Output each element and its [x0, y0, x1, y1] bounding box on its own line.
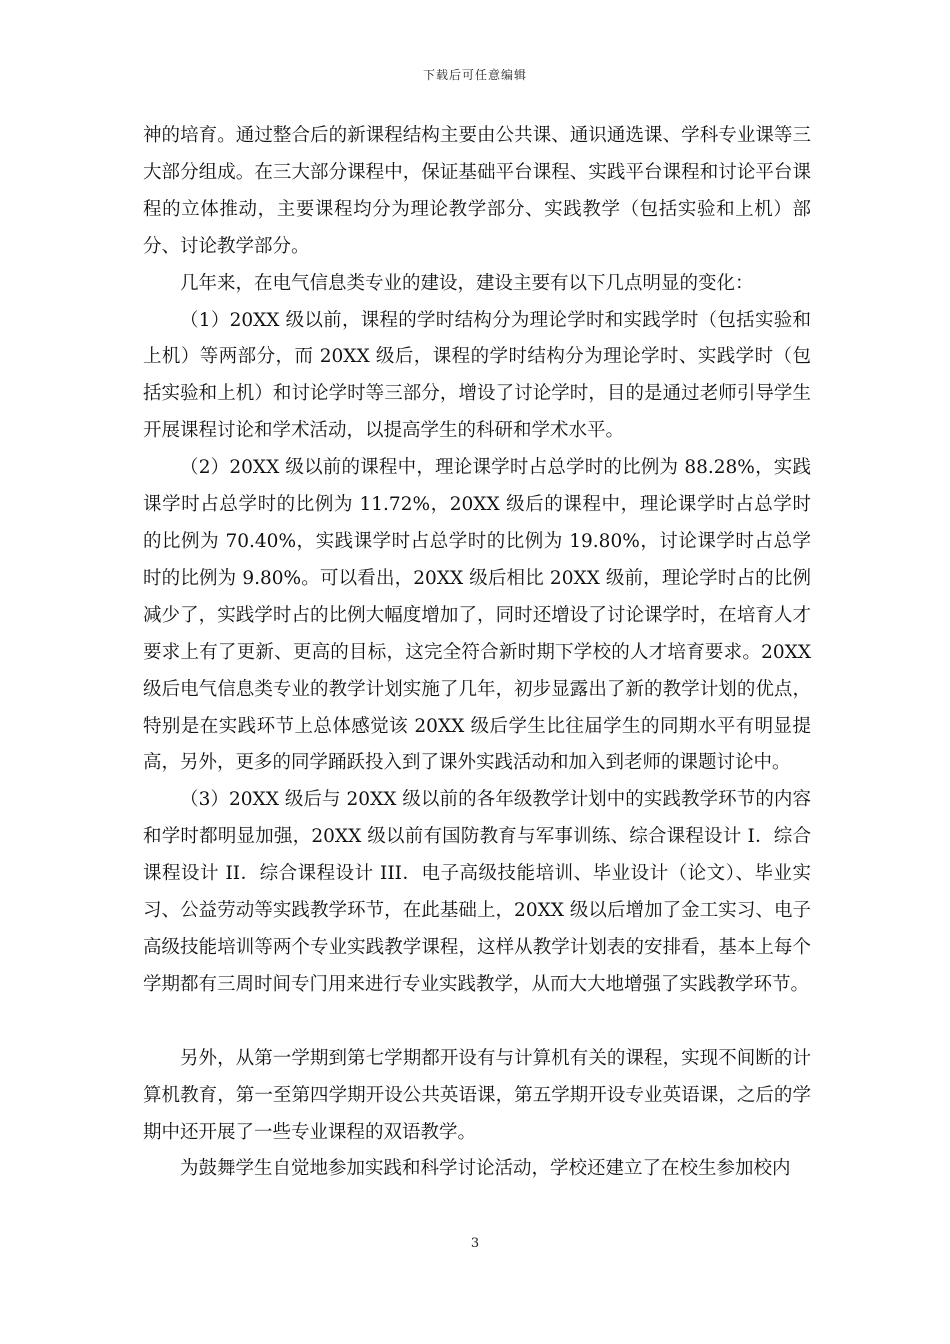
paragraph-continuation: 神的培育。通过整合后的新课程结构主要由公共课、通识通选课、学科专业课等三大部分组成。在三大部分课程中，保证基础平台课程、实践平台课程和讨论平台课程的立体推动，主要课程均分为理论教学部分、实践教学（包括实验和上机）部分、讨论教学部分。 [143, 125, 811, 257]
paragraph-computer-english: 另外，从第一学期到第七学期都开设有与计算机有关的课程，实现不间断的计算机教育，第一至第四学期开设公共英语课，第五学期开设专业英语课，之后的学期中还开展了一些专业课程的双语教学。 [143, 1047, 811, 1143]
paragraph-item-1: （1）20XX 级以前，课程的学时结构分为理论学时和实践学时（包括实验和上机）等两部分，而 20XX 级后，课程的学时结构分为理论学时、实践学时（包括实验和上机）和讨论学时等三部分，增设了讨论学时，目的是通过老师引导学生开展课程讨论和学术活动，以提高学生的科研和学术水平。 [143, 309, 811, 442]
page-number: 3 [470, 1236, 480, 1251]
document-body [143, 118, 811, 1188]
paragraph-encouragement: 为鼓舞学生自觉地参加实践和科学讨论活动，学校还建立了在校生参加校内 [180, 1158, 791, 1180]
paragraph-item-3: （3）20XX 级后与 20XX 级以前的各年级教学计划中的实践教学环节的内容和学时都明显加强，20XX 级以前有国防教育与军事训练、综合课程设计 I．综合课程设计 II．综合课程设计 III．电子高级技能培训、毕业设计（论文）、毕业实习、公益劳动等实践教学环节，在此基础上，20XX 级以后增加了金工实习、电子高级技能培训等两个专业实践教学课程，这样从教学计划表的安排看，基本上每个学期都有三周时间专门用来进行专业实践教学，从而大大地增强了实践教学环节。 [143, 789, 811, 995]
paragraph-item-2: （2）20XX 级以前的课程中，理论课学时占总学时的比例为 88.28%，实践课学时占总学时的比例为 11.72%，20XX 级后的课程中，理论课学时占总学时的比例为 70.40%，实践课学时占总学时的比例为 19.80%，讨论课学时占总学时的比例为 9.80%。可以看出，20XX 级后相比 20XX 级前，理论学时占的比例减少了，实践学时占的比例大幅度增加了，同时还增设了讨论课学时，在培育人才要求上有了更新、更高的目标，这完全符合新时期下学校的人才培育要求。20XX 级后电气信息类专业的教学计划实施了几年，初步显露出了新的教学计划的优点，特别是在实践环节上总体感觉该 20XX 级后学生比往届学生的同期水平有明显提高，另外，更多的同学踊跃投入到了课外实践活动和加入到老师的课题讨论中。 [143, 457, 811, 774]
page-header: 下载后可任意编辑 [422, 68, 527, 82]
paragraph-changes-intro: 几年来，在电气信息类专业的建设，建设主要有以下几点明显的变化： [180, 272, 754, 294]
